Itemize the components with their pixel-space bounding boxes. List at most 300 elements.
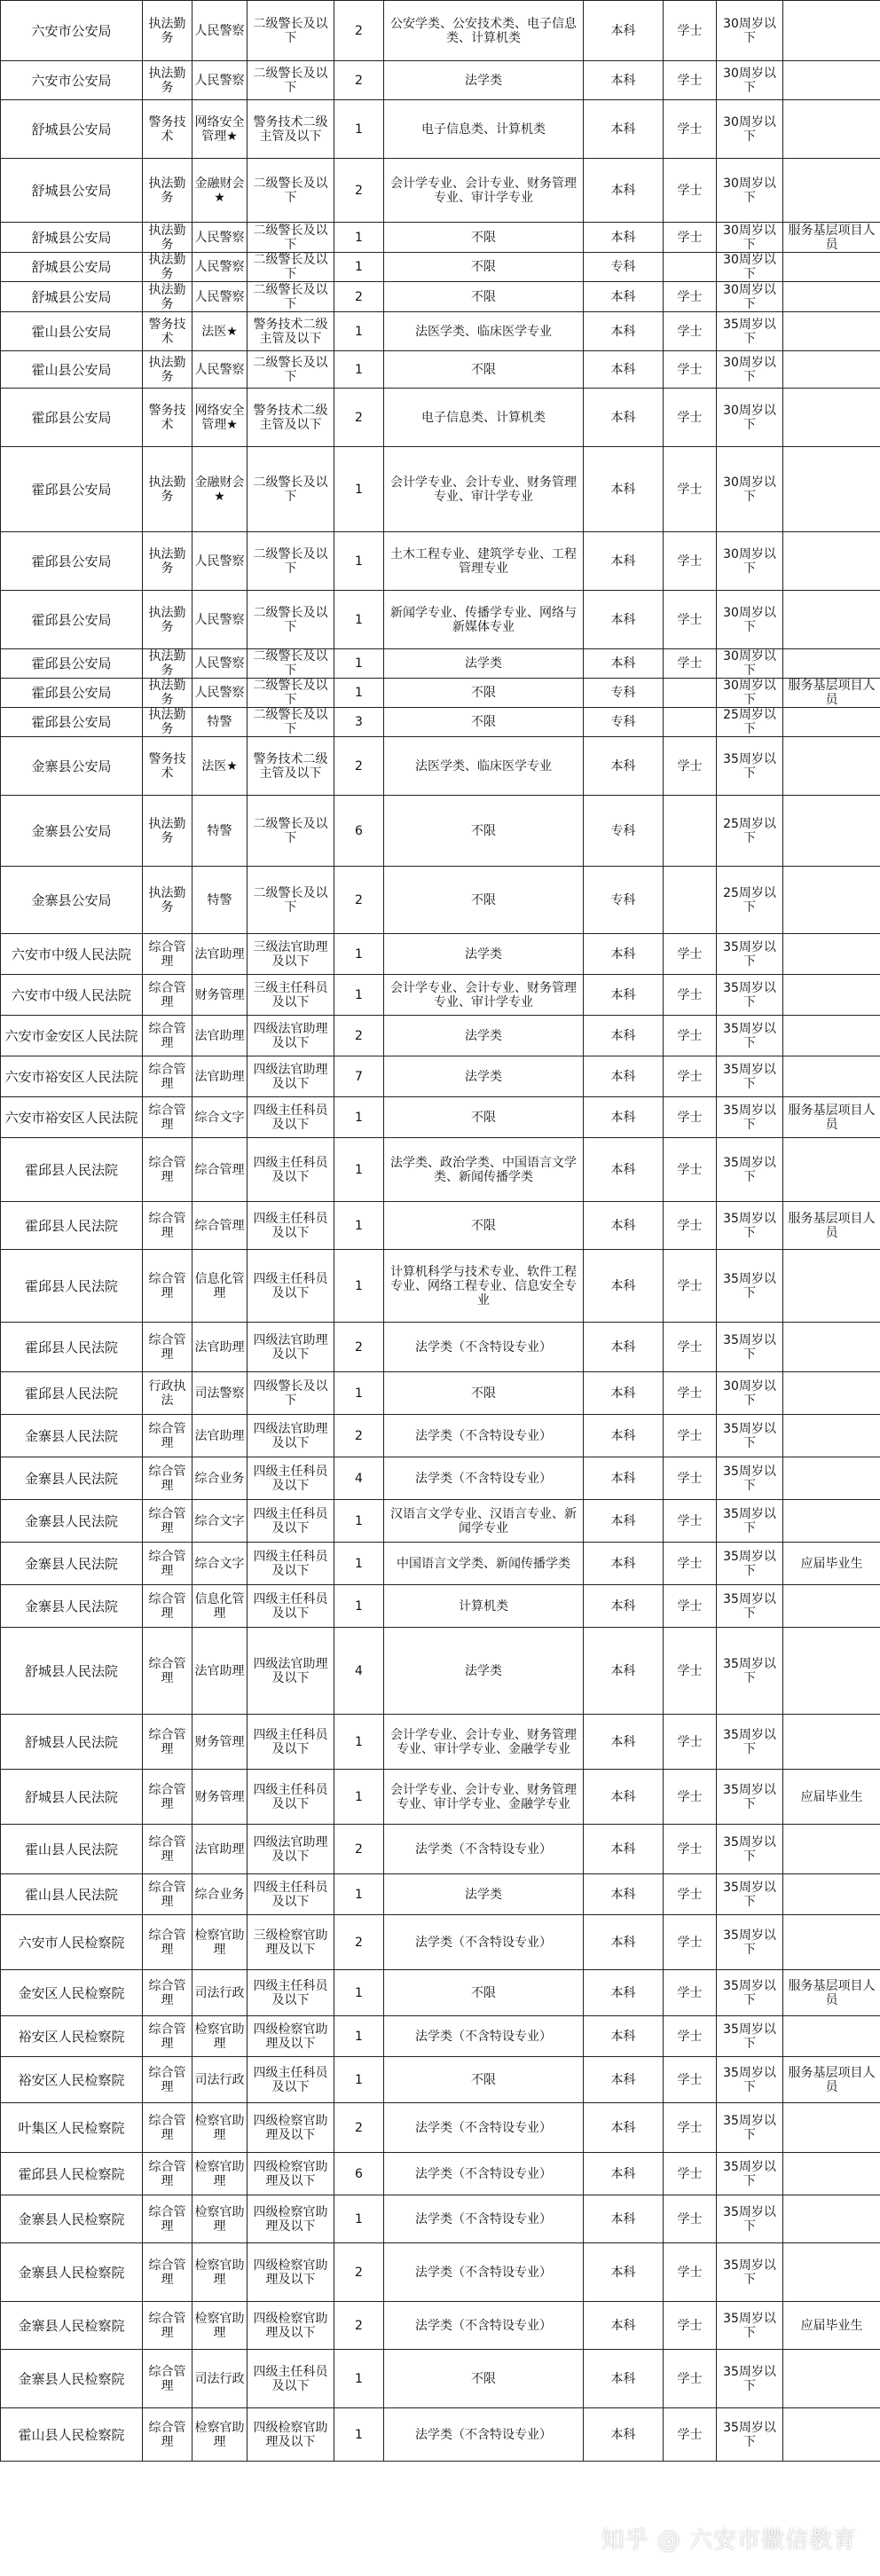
table-row: [1, 2302, 880, 2350]
table-cell: 学士: [664, 2243, 717, 2302]
table-cell: 执法勤务: [143, 1, 192, 61]
table-cell: 30周岁以下: [717, 282, 783, 312]
table-cell: 汉语言文学专业、汉语言专业、新闻学专业: [384, 1500, 584, 1543]
table-cell: 本科: [584, 2016, 664, 2057]
table-cell: 检察官助理: [192, 2302, 248, 2350]
table-cell: 六安市金安区人民法院: [1, 1016, 143, 1056]
table-cell: 30周岁以下: [717, 61, 783, 100]
table-cell: 霍邱县公安局: [1, 649, 143, 679]
table-cell: [664, 867, 717, 934]
table-cell: 35周岁以下: [717, 1056, 783, 1097]
table-cell: 四级主任科员及以下: [248, 1585, 334, 1628]
table-cell: 本科: [584, 447, 664, 532]
table-cell: [783, 1016, 880, 1056]
table-cell: 不限: [384, 1202, 584, 1250]
table-cell: 霍山县公安局: [1, 312, 143, 351]
table-cell: 35周岁以下: [717, 2057, 783, 2103]
table-cell: 六安市裕安区人民法院: [1, 1097, 143, 1138]
table-cell: 警务技术二级主管及以下: [248, 737, 334, 796]
table-cell: 执法勤务: [143, 649, 192, 679]
table-cell: 1: [334, 2408, 384, 2462]
table-cell: 四级主任科员及以下: [248, 2350, 334, 2408]
table-cell: 本科: [584, 2057, 664, 2103]
table-cell: [783, 1138, 880, 1202]
table-cell: 法官助理: [192, 1415, 248, 1457]
table-cell: 30周岁以下: [717, 532, 783, 591]
table-cell: 警务技术二级主管及以下: [248, 389, 334, 447]
table-cell: 四级检察官助理及以下: [248, 2408, 334, 2462]
table-cell: 四级警长及以下: [248, 1372, 334, 1415]
table-cell: 四级主任科员及以下: [248, 1715, 334, 1770]
table-cell: 霍山县人民法院: [1, 1874, 143, 1915]
table-cell: 6: [334, 2153, 384, 2195]
table-cell: 30周岁以下: [717, 447, 783, 532]
table-cell: 1: [334, 2057, 384, 2103]
table-cell: 四级检察官助理及以下: [248, 2243, 334, 2302]
table-cell: 六安市中级人民法院: [1, 934, 143, 975]
table-row: [1, 282, 880, 312]
table-row: [1, 1585, 880, 1628]
table-cell: 霍邱县人民法院: [1, 1138, 143, 1202]
table-cell: 二级警长及以下: [248, 447, 334, 532]
table-cell: 法学类: [384, 649, 584, 679]
table-cell: 法学类（不含特设专业）: [384, 1915, 584, 1970]
table-cell: 中国语言文学类、新闻传播学类: [384, 1543, 584, 1585]
table-cell: 金寨县人民检察院: [1, 2350, 143, 2408]
table-cell: 六安市裕安区人民法院: [1, 1056, 143, 1097]
table-cell: 综合文字: [192, 1097, 248, 1138]
table-cell: 学士: [664, 975, 717, 1016]
table-cell: 35周岁以下: [717, 1825, 783, 1874]
table-row: [1, 2350, 880, 2408]
table-cell: 舒城县公安局: [1, 282, 143, 312]
table-cell: 35周岁以下: [717, 1500, 783, 1543]
table-cell: 金寨县公安局: [1, 737, 143, 796]
table-row: [1, 1, 880, 61]
table-cell: 执法勤务: [143, 253, 192, 282]
table-cell: 司法行政: [192, 1970, 248, 2016]
table-cell: [783, 2408, 880, 2462]
table-cell: 二级警长及以下: [248, 679, 334, 708]
table-cell: 学士: [664, 2016, 717, 2057]
table-cell: 财务管理: [192, 1770, 248, 1825]
table-cell: 35周岁以下: [717, 1585, 783, 1628]
table-cell: [783, 282, 880, 312]
table-cell: 学士: [664, 1016, 717, 1056]
table-cell: 会计学专业、会计专业、财务管理专业、审计学专业、金融学专业: [384, 1715, 584, 1770]
table-cell: 不限: [384, 2057, 584, 2103]
table-cell: 30周岁以下: [717, 223, 783, 253]
table-cell: 1: [334, 1874, 384, 1915]
table-cell: 金寨县人民法院: [1, 1415, 143, 1457]
table-cell: 人民警察: [192, 351, 248, 389]
table-cell: 舒城县公安局: [1, 159, 143, 223]
table-cell: 综合管理: [143, 2153, 192, 2195]
table-cell: 本科: [584, 1138, 664, 1202]
table-cell: [783, 1457, 880, 1500]
table-cell: [783, 1825, 880, 1874]
table-cell: 学士: [664, 649, 717, 679]
table-cell: 学士: [664, 2153, 717, 2195]
table-cell: 四级主任科员及以下: [248, 1874, 334, 1915]
table-cell: 霍山县人民检察院: [1, 2408, 143, 2462]
table-cell: 二级警长及以下: [248, 708, 334, 737]
table-cell: 综合管理: [143, 1202, 192, 1250]
table-cell: 学士: [664, 447, 717, 532]
table-cell: 不限: [384, 351, 584, 389]
table-cell: 金寨县人民法院: [1, 1585, 143, 1628]
table-cell: 2: [334, 159, 384, 223]
table-cell: [783, 253, 880, 282]
table-cell: 综合管理: [143, 975, 192, 1016]
table-cell: 本科: [584, 1770, 664, 1825]
table-row: [1, 312, 880, 351]
table-cell: 综合管理: [143, 2195, 192, 2243]
table-cell: 四级检察官助理及以下: [248, 2302, 334, 2350]
table-cell: 四级检察官助理及以下: [248, 2103, 334, 2153]
table-cell: 舒城县人民法院: [1, 1770, 143, 1825]
table-cell: 霍邱县人民法院: [1, 1372, 143, 1415]
table-cell: 叶集区人民检察院: [1, 2103, 143, 2153]
table-cell: [783, 1715, 880, 1770]
table-cell: 法官助理: [192, 1825, 248, 1874]
table-cell: 1: [334, 1097, 384, 1138]
table-cell: 综合管理: [143, 2350, 192, 2408]
table-row: [1, 1915, 880, 1970]
table-cell: 学士: [664, 2103, 717, 2153]
table-cell: 2: [334, 1415, 384, 1457]
table-cell: 执法勤务: [143, 591, 192, 649]
table-cell: 本科: [584, 1056, 664, 1097]
table-cell: 本科: [584, 2103, 664, 2153]
table-cell: 本科: [584, 223, 664, 253]
table-row: [1, 1500, 880, 1543]
table-row: [1, 2016, 880, 2057]
table-cell: 1: [334, 1138, 384, 1202]
table-cell: 35周岁以下: [717, 1628, 783, 1715]
table-cell: 本科: [584, 2243, 664, 2302]
table-cell: 本科: [584, 2195, 664, 2243]
table-cell: 本科: [584, 975, 664, 1016]
table-cell: [783, 2016, 880, 2057]
table-cell: 2: [334, 2302, 384, 2350]
table-cell: 不限: [384, 2350, 584, 2408]
table-cell: 警务技术: [143, 312, 192, 351]
table-cell: 计算机类: [384, 1585, 584, 1628]
table-cell: 本科: [584, 1500, 664, 1543]
table-cell: 六安市公安局: [1, 1, 143, 61]
table-cell: 35周岁以下: [717, 2153, 783, 2195]
table-cell: 综合管理: [143, 2408, 192, 2462]
table-cell: 1: [334, 1585, 384, 1628]
table-cell: 二级警长及以下: [248, 282, 334, 312]
table-cell: 法医★: [192, 737, 248, 796]
table-cell: 35周岁以下: [717, 1457, 783, 1500]
table-cell: 学士: [664, 1323, 717, 1372]
table-cell: 六安市中级人民法院: [1, 975, 143, 1016]
table-cell: 综合管理: [143, 2057, 192, 2103]
table-cell: 学士: [664, 1250, 717, 1323]
table-cell: 应届毕业生: [783, 1770, 880, 1825]
table-cell: 法医学类、临床医学专业: [384, 737, 584, 796]
table-cell: 霍山县人民法院: [1, 1825, 143, 1874]
table-cell: 30周岁以下: [717, 159, 783, 223]
table-cell: 检察官助理: [192, 2408, 248, 2462]
table-cell: [783, 312, 880, 351]
table-cell: 法官助理: [192, 1323, 248, 1372]
table-cell: 二级警长及以下: [248, 1, 334, 61]
table-cell: [783, 591, 880, 649]
table-cell: 25周岁以下: [717, 867, 783, 934]
table-row: [1, 975, 880, 1016]
table-cell: 2: [334, 1, 384, 61]
table-cell: [783, 1874, 880, 1915]
table-cell: 法学类（不含特设专业）: [384, 2408, 584, 2462]
table-cell: [783, 708, 880, 737]
table-cell: [783, 447, 880, 532]
table-cell: [783, 1250, 880, 1323]
table-cell: 综合管理: [143, 1138, 192, 1202]
table-row: [1, 2057, 880, 2103]
table-cell: 本科: [584, 1372, 664, 1415]
table-cell: 学士: [664, 2408, 717, 2462]
table-cell: 综合管理: [143, 1915, 192, 1970]
table-cell: [783, 934, 880, 975]
table-cell: 35周岁以下: [717, 2302, 783, 2350]
table-cell: 学士: [664, 100, 717, 159]
table-cell: [783, 532, 880, 591]
table-cell: 2: [334, 2103, 384, 2153]
table-cell: 1: [334, 532, 384, 591]
table-cell: 本科: [584, 1915, 664, 1970]
table-cell: 金安区人民检察院: [1, 1970, 143, 2016]
table-cell: 土木工程专业、建筑学专业、工程管理专业: [384, 532, 584, 591]
table-row: [1, 934, 880, 975]
table-cell: 四级主任科员及以下: [248, 1543, 334, 1585]
table-cell: 综合管理: [143, 1056, 192, 1097]
table-cell: 警务技术二级主管及以下: [248, 100, 334, 159]
table-cell: 综合管理: [143, 1323, 192, 1372]
table-cell: 本科: [584, 1097, 664, 1138]
table-cell: 二级警长及以下: [248, 223, 334, 253]
table-row: [1, 1056, 880, 1097]
table-row: [1, 708, 880, 737]
table-cell: 本科: [584, 312, 664, 351]
table-cell: 综合管理: [143, 2103, 192, 2153]
table-cell: 35周岁以下: [717, 312, 783, 351]
table-row: [1, 2195, 880, 2243]
table-cell: 金寨县人民法院: [1, 1543, 143, 1585]
table-cell: 舒城县人民法院: [1, 1628, 143, 1715]
table-cell: 金寨县公安局: [1, 867, 143, 934]
table-cell: 学士: [664, 1715, 717, 1770]
table-cell: 会计学专业、会计专业、财务管理专业、审计学专业: [384, 975, 584, 1016]
table-cell: 本科: [584, 282, 664, 312]
table-cell: [783, 61, 880, 100]
table-cell: 财务管理: [192, 975, 248, 1016]
table-cell: 本科: [584, 389, 664, 447]
table-cell: 学士: [664, 1138, 717, 1202]
table-row: [1, 1138, 880, 1202]
table-cell: 警务技术二级主管及以下: [248, 312, 334, 351]
table-cell: 应届毕业生: [783, 1543, 880, 1585]
table-cell: 本科: [584, 1874, 664, 1915]
table-cell: 二级警长及以下: [248, 159, 334, 223]
table-cell: 公安学类、公安技术类、电子信息类、计算机类: [384, 1, 584, 61]
table-cell: 三级主任科员及以下: [248, 975, 334, 1016]
table-cell: 学士: [664, 312, 717, 351]
table-cell: 综合管理: [143, 1016, 192, 1056]
table-cell: 人民警察: [192, 282, 248, 312]
table-cell: 35周岁以下: [717, 2350, 783, 2408]
table-row: [1, 2243, 880, 2302]
table-cell: 30周岁以下: [717, 591, 783, 649]
table-cell: 二级警长及以下: [248, 351, 334, 389]
table-cell: 本科: [584, 1628, 664, 1715]
table-cell: 四级法官助理及以下: [248, 1016, 334, 1056]
table-row: [1, 223, 880, 253]
table-cell: 检察官助理: [192, 2153, 248, 2195]
table-cell: 1: [334, 1770, 384, 1825]
table-cell: 执法勤务: [143, 282, 192, 312]
table-cell: 人民警察: [192, 649, 248, 679]
table-cell: [783, 975, 880, 1016]
table-cell: 四级主任科员及以下: [248, 2057, 334, 2103]
table-cell: 人民警察: [192, 532, 248, 591]
table-row: [1, 1016, 880, 1056]
table-cell: 本科: [584, 1415, 664, 1457]
table-cell: [783, 1, 880, 61]
table-row: [1, 679, 880, 708]
table-cell: 四级法官助理及以下: [248, 1323, 334, 1372]
table-cell: 学士: [664, 1628, 717, 1715]
table-row: [1, 1372, 880, 1415]
table-cell: 不限: [384, 867, 584, 934]
table-cell: 综合管理: [143, 1874, 192, 1915]
table-cell: 不限: [384, 679, 584, 708]
table-cell: 法官助理: [192, 1628, 248, 1715]
table-cell: 本科: [584, 2408, 664, 2462]
table-cell: 专科: [584, 708, 664, 737]
table-cell: 25周岁以下: [717, 708, 783, 737]
table-cell: 霍山县公安局: [1, 351, 143, 389]
table-cell: 应届毕业生: [783, 2302, 880, 2350]
table-cell: 四级主任科员及以下: [248, 1250, 334, 1323]
table-cell: 新闻学专业、传播学专业、网络与新媒体专业: [384, 591, 584, 649]
table-cell: 35周岁以下: [717, 1016, 783, 1056]
table-cell: 1: [334, 679, 384, 708]
table-cell: 四级检察官助理及以下: [248, 2153, 334, 2195]
table-cell: 执法勤务: [143, 223, 192, 253]
table-cell: 本科: [584, 1543, 664, 1585]
table-cell: 本科: [584, 532, 664, 591]
table-cell: 法学类（不含特设专业）: [384, 1323, 584, 1372]
table-cell: 学士: [664, 1372, 717, 1415]
table-cell: 综合文字: [192, 1543, 248, 1585]
table-cell: 人民警察: [192, 61, 248, 100]
table-cell: 不限: [384, 223, 584, 253]
table-cell: 35周岁以下: [717, 2103, 783, 2153]
table-cell: [783, 1415, 880, 1457]
table-cell: 30周岁以下: [717, 649, 783, 679]
table-cell: [783, 100, 880, 159]
table-cell: 霍邱县公安局: [1, 708, 143, 737]
table-cell: 1: [334, 100, 384, 159]
table-cell: 裕安区人民检察院: [1, 2016, 143, 2057]
table-cell: 六安市人民检察院: [1, 1915, 143, 1970]
table-cell: 法学类、政治学类、中国语言文学类、新闻传播学类: [384, 1138, 584, 1202]
table-cell: 法学类（不含特设专业）: [384, 2103, 584, 2153]
table-cell: 电子信息类、计算机类: [384, 389, 584, 447]
table-cell: 学士: [664, 61, 717, 100]
table-cell: 学士: [664, 282, 717, 312]
table-cell: 人民警察: [192, 1, 248, 61]
table-cell: [783, 389, 880, 447]
table-cell: 本科: [584, 1970, 664, 2016]
table-cell: 本科: [584, 159, 664, 223]
table-cell: 二级警长及以下: [248, 253, 334, 282]
table-cell: [783, 796, 880, 867]
table-cell: 信息化管理: [192, 1250, 248, 1323]
table-row: [1, 351, 880, 389]
table-cell: 金寨县人民法院: [1, 1457, 143, 1500]
table-cell: [783, 1056, 880, 1097]
table-cell: 综合管理: [143, 1825, 192, 1874]
table-row: [1, 61, 880, 100]
table-row: [1, 1202, 880, 1250]
table-row: [1, 2103, 880, 2153]
table-cell: 四级法官助理及以下: [248, 1056, 334, 1097]
table-cell: 电子信息类、计算机类: [384, 100, 584, 159]
table-cell: 综合管理: [143, 934, 192, 975]
table-cell: 本科: [584, 1323, 664, 1372]
table-cell: 金寨县人民检察院: [1, 2302, 143, 2350]
table-cell: 金融财会★: [192, 447, 248, 532]
table-cell: 法学类（不含特设专业）: [384, 1825, 584, 1874]
table-cell: 二级警长及以下: [248, 796, 334, 867]
table-cell: 信息化管理: [192, 1585, 248, 1628]
table-cell: 30周岁以下: [717, 389, 783, 447]
table-cell: 服务基层项目人员: [783, 679, 880, 708]
table-cell: 学士: [664, 1500, 717, 1543]
table-cell: [664, 679, 717, 708]
table-cell: 本科: [584, 100, 664, 159]
table-cell: 综合管理: [143, 1097, 192, 1138]
table-cell: 司法行政: [192, 2057, 248, 2103]
table-cell: 2: [334, 389, 384, 447]
table-cell: 会计学专业、会计专业、财务管理专业、审计学专业: [384, 159, 584, 223]
table-row: [1, 1628, 880, 1715]
table-cell: 本科: [584, 1202, 664, 1250]
table-cell: 四级法官助理及以下: [248, 1628, 334, 1715]
table-cell: 金寨县人民检察院: [1, 2243, 143, 2302]
table-cell: [664, 796, 717, 867]
table-cell: 30周岁以下: [717, 1, 783, 61]
table-cell: 25周岁以下: [717, 796, 783, 867]
table-cell: [783, 2195, 880, 2243]
table-cell: 学士: [664, 1770, 717, 1825]
table-cell: 2: [334, 867, 384, 934]
table-cell: 霍邱县人民法院: [1, 1250, 143, 1323]
table-cell: 四级法官助理及以下: [248, 1415, 334, 1457]
table-cell: 3: [334, 708, 384, 737]
table-cell: 行政执法: [143, 1372, 192, 1415]
table-row: [1, 1825, 880, 1874]
table-row: [1, 447, 880, 532]
table-cell: 35周岁以下: [717, 1970, 783, 2016]
table-cell: 6: [334, 796, 384, 867]
table-cell: 30周岁以下: [717, 351, 783, 389]
